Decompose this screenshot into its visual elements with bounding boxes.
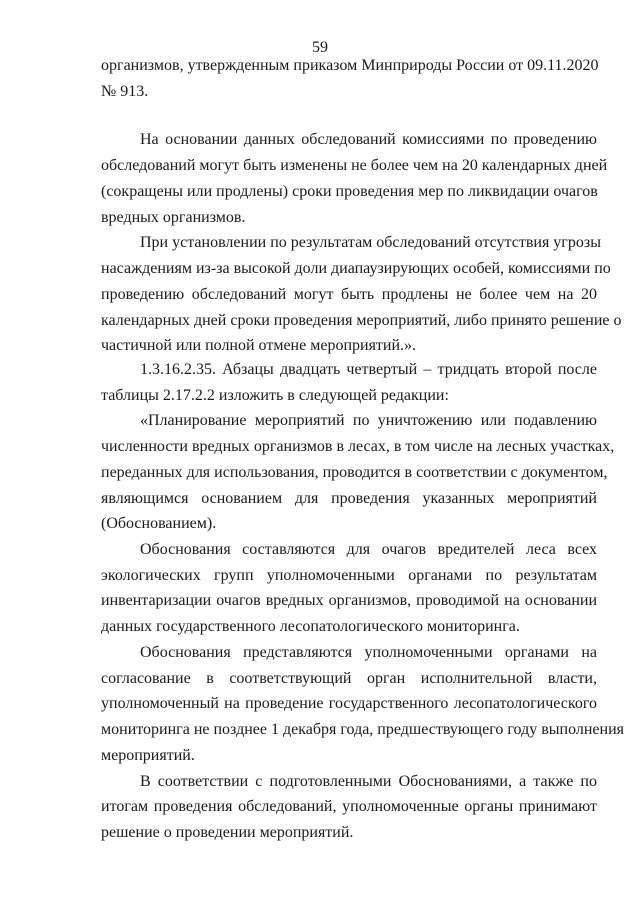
text-line: Обоснования представляются уполномоченными органами на: [140, 644, 597, 661]
text-line: насаждениям из-за высокой доли диапаузирующих особей, комиссиями по: [101, 260, 611, 277]
text-line: обследований могут быть изменены не более чем на 20 календарных дней: [101, 157, 608, 174]
text-line: решение о проведении мероприятий.: [101, 824, 354, 841]
text-line: календарных дней сроки проведения мероприятий, либо принято решение о: [101, 312, 622, 329]
text-line: (сокращены или продлены) сроки проведения мер по ликвидации очагов: [101, 183, 598, 200]
page-number: 59: [312, 39, 328, 56]
text-line: являющимся основанием для проведения указанных мероприятий: [101, 490, 597, 507]
text-line: проведению обследований могут быть продлены не более чем на 20: [101, 286, 597, 303]
text-line: переданных для использования, проводится в соответствии с документом,: [101, 464, 608, 481]
text-line: В соответствии с подготовленными Обоснованиями, а также по: [140, 773, 597, 790]
text-line: мониторинга не позднее 1 декабря года, предшествующего году выполнения: [101, 721, 624, 738]
text-line: частичной или полной отмене мероприятий.».: [101, 337, 417, 354]
text-line: При установлении по результатам обследований отсутствия угрозы: [140, 234, 601, 251]
text-line: вредных организмов.: [101, 209, 246, 226]
text-line: организмов, утвержденным приказом Минприроды России от 09.11.2020: [101, 57, 599, 74]
text-line: № 913.: [101, 83, 149, 100]
text-line: экологических групп уполномоченными органами по результатам: [101, 567, 597, 584]
text-line: данных государственного лесопатологического мониторинга.: [101, 618, 520, 635]
text-line: итогам проведения обследований, уполномоченные органы принимают: [101, 798, 597, 815]
text-line: таблицы 2.17.2.2 изложить в следующей редакции:: [101, 387, 449, 404]
text-line: «Планирование мероприятий по уничтожению или подавлению: [140, 412, 597, 429]
text-line: инвентаризации очагов вредных организмов, проводимой на основании: [101, 592, 597, 609]
text-line: 1.3.16.2.35. Абзацы двадцать четвертый – тридцать второй после: [140, 361, 597, 378]
text-line: уполномоченный на проведение государственного лесопатологического: [101, 695, 597, 712]
text-line: (Обоснованием).: [101, 515, 217, 532]
text-line: численности вредных организмов в лесах, в том числе на лесных участках,: [101, 438, 615, 455]
text-line: На основании данных обследований комиссиями по проведению: [140, 131, 597, 148]
text-line: мероприятий.: [101, 747, 195, 764]
text-line: Обоснования составляются для очагов вредителей леса всех: [140, 541, 597, 558]
text-line: согласование в соответствующий орган исполнительной власти,: [101, 670, 597, 687]
